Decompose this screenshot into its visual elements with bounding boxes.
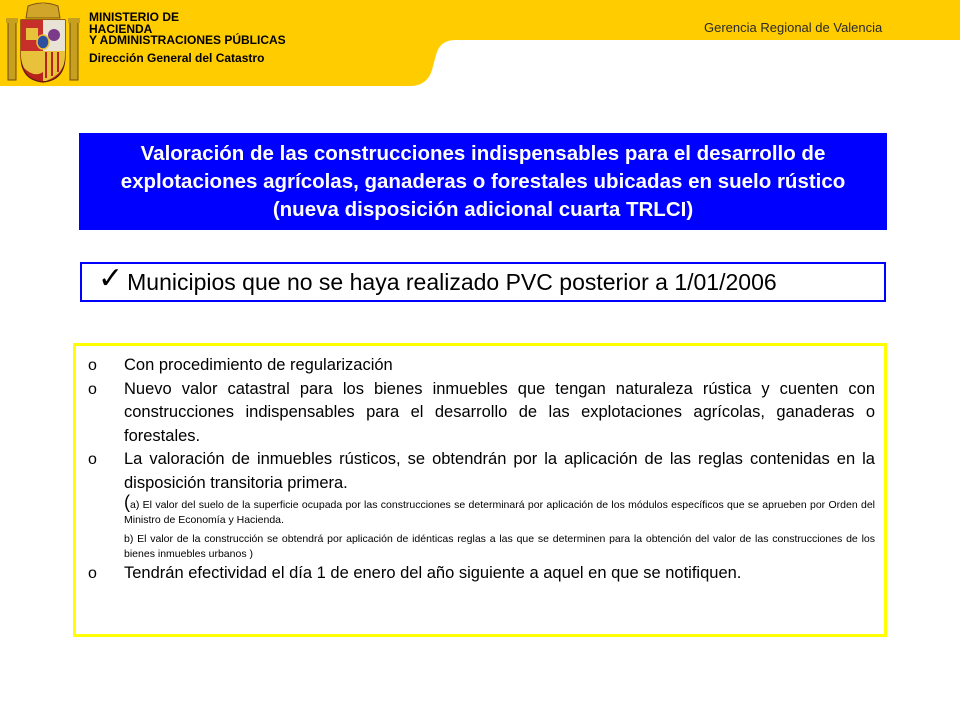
directorate-name: Dirección General del Catastro: [89, 50, 265, 65]
list-item-text: Nuevo valor catastral para los bienes inmuebles que tengan naturaleza rústica y cuenten con construcciones indispensables para el desarrollo de las explotaciones agrícolas, ganaderas o forestales.: [124, 379, 875, 445]
bullet-icon: o: [88, 565, 97, 582]
slide-title: Valoración de las construcciones indispensables para el desarrollo de explotaciones agrícolas, ganaderas o forestales ubicadas en suelo rústico (nueva disposición adicional cuarta TRLCI): [79, 133, 887, 230]
list-item: [88, 562, 875, 586]
list-item: [88, 378, 875, 449]
sub-note-a: [124, 492, 875, 528]
content-box: [73, 343, 887, 637]
subtitle-text: Municipios que no se haya realizado PVC posterior a 1/01/2006: [127, 268, 777, 295]
list-item: [88, 448, 875, 495]
open-parenthesis: (: [124, 492, 130, 512]
bullet-icon: o: [88, 357, 97, 374]
ministry-line-1: MINISTERIO DE: [89, 10, 180, 24]
list-item: [88, 354, 875, 378]
ministry-line-2: HACIENDA: [89, 21, 153, 36]
sub-note-b: b) El valor de la construcción se obtendrá por aplicación de idénticas reglas a las que se determinen para la obtención del valor de las construcciones de los bienes inmuebles urbanos ): [124, 533, 875, 560]
list-item-text: Tendrán efectividad el día 1 de enero del año siguiente a aquel en que se notifiquen.: [124, 564, 742, 582]
bullet-icon: o: [88, 451, 97, 468]
ministry-line-3: Y ADMINISTRACIONES PÚBLICAS: [89, 33, 286, 47]
regional-office: Gerencia Regional de Valencia: [704, 20, 883, 35]
coat-of-arms-logo: [4, 2, 82, 84]
list-item-text: Con procedimiento de regularización: [124, 356, 393, 374]
ministry-name: [89, 12, 286, 64]
subtitle-box: [80, 262, 886, 302]
list-item-text: La valoración de inmuebles rústicos, se obtendrán por la aplicación de las reglas contenidas en la disposición transitoria primera.: [124, 450, 875, 492]
check-icon: ✓: [98, 262, 124, 295]
bullet-icon: o: [88, 380, 97, 398]
sub-note-a-text: a) El valor del suelo de la superficie ocupada por las construcciones se determinará por aplicación de los módulos específicos que se aprueben por Orden del Ministro de Economía y Hacienda.: [124, 499, 875, 526]
